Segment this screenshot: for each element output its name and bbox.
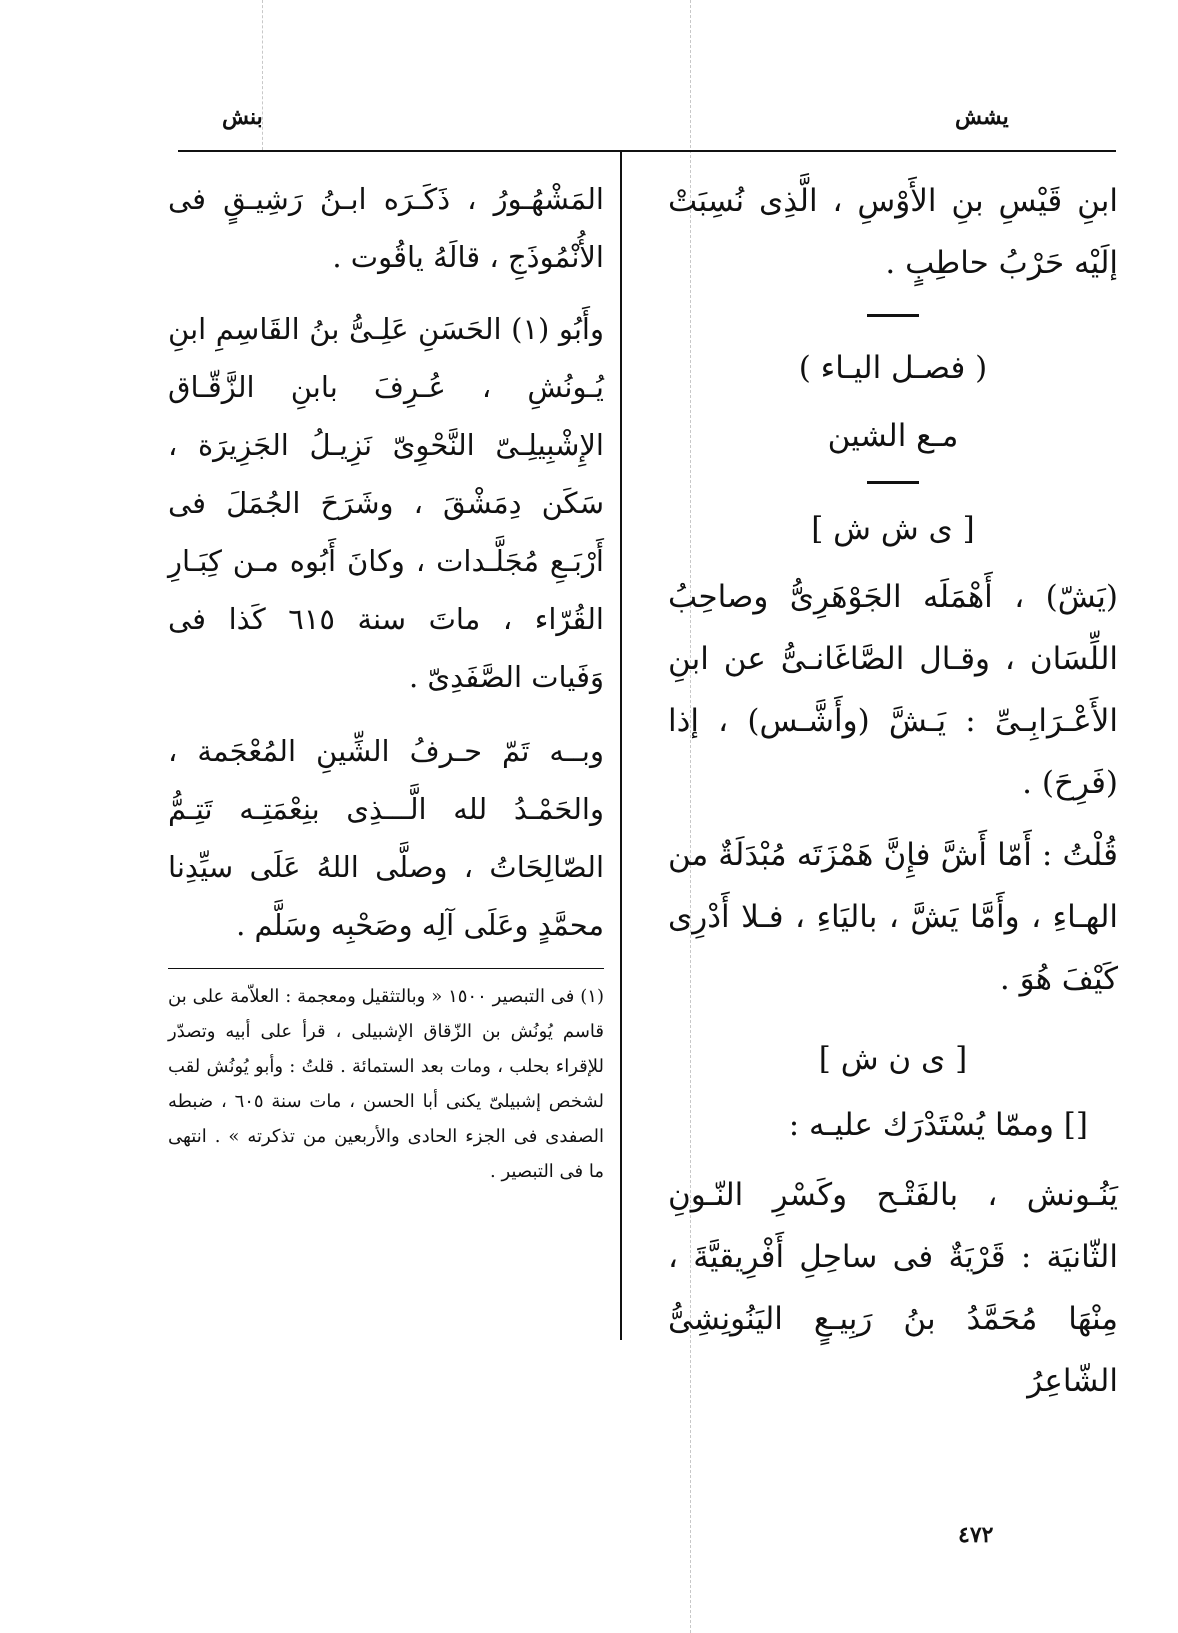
running-header-right: يشش bbox=[955, 104, 1009, 130]
paragraph: قُلْتُ : أَمّا أَشَّ فإِنَّ هَمْزَتَه مُبْدَلَةٌ من الهـاءِ ، وأَمَّا يَشَّ ، باليَاءِ ، فـلا أَدْرِى كَيْفَ هُوَ . bbox=[668, 837, 1118, 997]
footnote-rule bbox=[168, 968, 604, 969]
paragraph: وبــه تَمّ حـرفُ الشِّينِ المُعْجَمة ، والحَمْـدُ لله الَّـــذِى بنِعْمَتِـه تَتِـمُّ الصّالِحَاتُ ، وصلَّى اللهُ عَلَى سيِّدِنا محمَّدٍ وعَلَى آلِه وصَحْبِه وسَلَّم . bbox=[168, 734, 604, 942]
short-rule bbox=[867, 314, 919, 317]
short-rule bbox=[867, 481, 919, 484]
header-rule bbox=[178, 150, 1116, 152]
section-separator bbox=[668, 294, 1118, 314]
running-header-left: بنش bbox=[222, 104, 263, 130]
section-title: ( فصـل اليـاء ) bbox=[798, 350, 988, 386]
section-subtitle: مـع الشين bbox=[827, 418, 959, 454]
entry-heading: [ ى ش ش ] bbox=[811, 511, 975, 547]
page-number: ٤٧٢ bbox=[958, 1522, 994, 1548]
footnote: (١) فى التبصير ١٥٠٠ « وبالتثقيل ومعجمة : العلاّمة على بن قاسم يُونُش بن الزّقاق الإشبيلى ، قرأ على أبيه وتصدّر للإقراء بحلب ، ومات بعد الستمائة . قلتُ : وأبو يُونُش لقب لشخص إشبيلىّ يكنى أبا الحسن ، مات سنة ٦٠٥ ، ضبطه الصفدى فى الجزء الحادى والأربعين من تذكرته » . انتهى ما فى التبصير . bbox=[168, 986, 605, 1182]
paragraph: ابنِ قَيْسِ بنِ الأَوْسِ ، الَّذِى نُسِبَتْ إلَيْه حَرْبُ حاطِبٍ . bbox=[668, 183, 1118, 281]
paragraph: المَشْهُـورُ ، ذَكَـرَه ابـنُ رَشِيـقٍ فى الأُنْمُوذَجِ ، قالَهُ ياقُوت . bbox=[168, 182, 604, 274]
right-column bbox=[668, 170, 1118, 1412]
left-column bbox=[168, 170, 604, 1189]
column-divider bbox=[620, 150, 622, 1340]
paragraph: (يَشّ) ، أَهْمَلَه الجَوْهَرِىُّ وصاحِبُ اللِّسَان ، وقـال الصَّاغَانـىُّ عن ابنِ الأَعْـرَابِـىِّ : يَـشَّ (وأَشَّـس) ، إذا (فَرِحَ) . bbox=[668, 579, 1118, 801]
entry-heading: [ ى ن ش ] bbox=[818, 1041, 968, 1077]
paragraph: يَنُـونش ، بالفَتْـح وكَسْرِ النّـونِ الثّانيَة : قَرْيَةٌ فى ساحِلِ أَفْرِيقيَّةَ ، مِنْهَا مُحَمَّدُ بنُ رَبِيـعٍ اليَنُونِشِىُّ الشّاعِرُ bbox=[668, 1177, 1118, 1399]
paragraph: وأَبُو (١) الحَسَنِ عَلِـىُّ بنُ القَاسِمِ ابنِ يُـونُشِ ، عُـرِفَ بابنِ الزَّقّـاق الإِشْبِيلِـىّ النَّحْوِىّ نَزِيـلُ الجَزِيرَة ، سَكَن دِمَشْقَ ، وشَرَحَ الجُمَلَ فى أَرْبَـعِ مُجَلَّـدات ، وكانَ أَبُوه مـن كِبَـارِ القُرّاء ، ماتَ سنة ٦١٥ كَذا فى وَفَيات الصَّفَدِىّ . bbox=[168, 312, 604, 694]
paragraph: [] وممّا يُسْتَدْرَك عليـه : bbox=[788, 1107, 1088, 1143]
